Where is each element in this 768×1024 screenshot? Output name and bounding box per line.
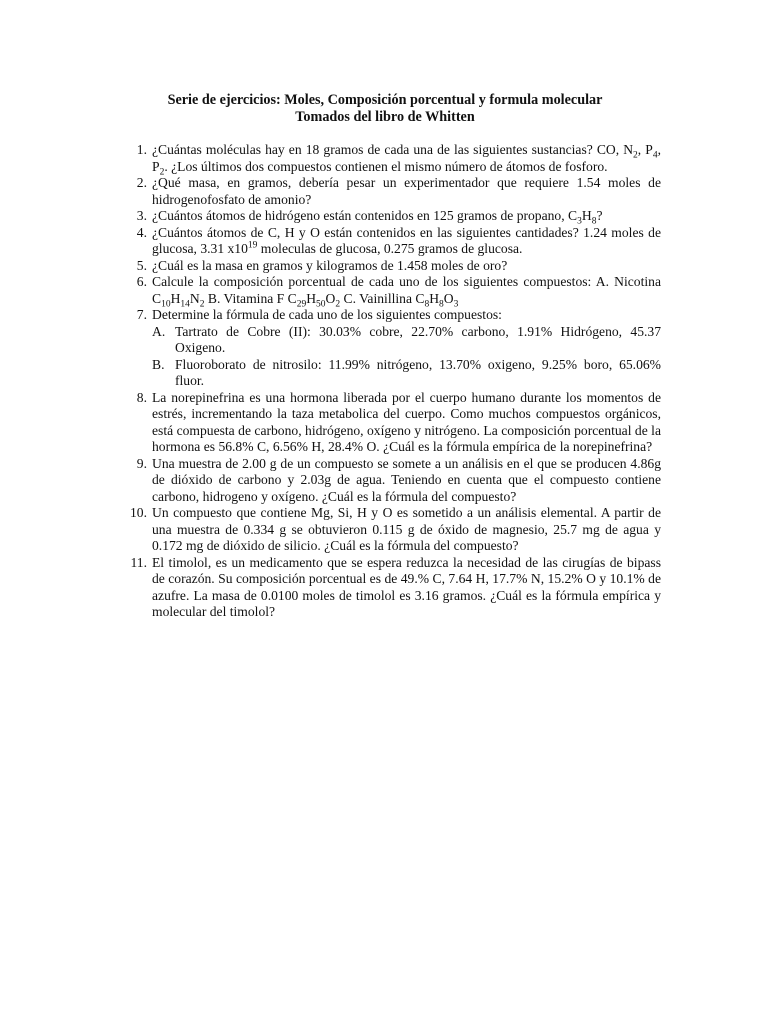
exercise-number: 2. — [136, 175, 147, 190]
title-line-1: Serie de ejercicios: Moles, Composición porcentual y formula molecular — [167, 92, 603, 108]
sub-exercise-letter: B. — [152, 356, 165, 372]
exercise-number: 3. — [136, 208, 147, 223]
exercise-number: 11. — [130, 554, 147, 570]
sub-exercise-text: Tartrato de Cobre (II): 30.03% cobre, 22.70% carbono, 1.91% Hidrógeno, 45.37 Oxigeno. — [175, 323, 661, 355]
exercise-number: 1. — [136, 142, 147, 157]
exercise-number: 8. — [136, 389, 147, 405]
exercise-number: 9. — [136, 455, 147, 471]
exercise-number: 4. — [136, 224, 147, 240]
sub-exercise-letter: A. — [152, 323, 166, 339]
exercise-item-4 — [121, 225, 661, 258]
exercise-text: Un compuesto que contiene Mg, Si, H y O es sometido a un análisis elemental. A partir de una muestra de 0.334 g se obtuvieron 0.115 g de óxido de magnesio, 25.7 mg de agua y 0.172 mg de dióxido de silicio. ¿Cuál es la fórmula del compuesto? — [152, 505, 661, 553]
exercise-item-2 — [121, 175, 661, 208]
exercise-text: ¿Qué masa, en gramos, debería pesar un experimentador que requiere 1.54 moles de hidrogenofosfato de amonio? — [152, 175, 661, 207]
document-title — [120, 92, 650, 126]
sub-exercise-list — [152, 324, 661, 390]
exercise-item-6 — [121, 274, 661, 310]
exercise-text: Calcule la composición porcentual de cada uno de los siguientes compuestos: A. Nicotina $C_{10}H_{14}N_2$ B. Vitamina F $C_{29}H_{50}O_2$ C. Vainillina $C_8H_8O_3$ — [152, 274, 661, 310]
exercise-item-5 — [121, 258, 661, 275]
title-line-2: Tomados del libro de Whitten — [295, 109, 475, 125]
exercise-text: ¿Cuántos átomos de hidrógeno están contenidos en 125 gramos de propano, $C_3H_8$? — [152, 208, 603, 227]
exercise-text: ¿Cuántas moléculas hay en 18 gramos de cada una de las siguientes sustancias? CO, $N_2$, $P_4$, $P_2$. ¿Los últimos dos compuestos contienen el mismo número de átomos de fosforo. — [152, 142, 661, 178]
exercise-text: Una muestra de 2.00 g de un compuesto se somete a un análisis en el que se producen 4.86g de dióxido de carbono y 2.03g de agua. Teniendo en cuenta que el compuesto contiene carbono, hidrogeno y oxígeno. ¿Cuál es la fórmula del compuesto? — [152, 455, 661, 504]
exercise-text: La norepinefrina es una hormona liberada por el cuerpo humano durante los momentos de estrés, incrementando la taza metabolica del cuerpo. Como muchos compuestos orgánicos, está compuesta de carbono, hidrógeno, oxígeno y nitrógeno. La composición porcentual de la hormona es 56.8% C, 6.56% H, 28.4% O. ¿Cuál es la fórmula empírica de la norepinefrina? — [152, 389, 661, 454]
exercise-text: Determine la fórmula de cada uno de los siguientes compuestos: — [152, 307, 502, 322]
exercise-item-1 — [121, 142, 661, 178]
sub-exercise-text: Fluoroborato de nitrosilo: 11.99% nitrógeno, 13.70% oxigeno, 9.25% boro, 65.06% fluor. — [175, 356, 661, 388]
exercise-number: 6. — [136, 274, 147, 289]
exercise-item-11 — [121, 555, 661, 621]
exercise-text: El timolol, es un medicamento que se espera reduzca la necesidad de las cirugías de bipass de corazón. Su composición porcentual es de 49.% C, 7.64 H, 17.7% N, 15.2% O y 10.1% de azufre. La masa de 0.0100 moles de timolol es 3.16 gramos. ¿Cuál es la fórmula empírica y molecular del timolol? — [152, 554, 661, 619]
exercise-text: ¿Cuál es la masa en gramos y kilogramos de 1.458 moles de oro? — [152, 257, 508, 273]
exercise-item-8 — [121, 390, 661, 456]
sub-exercise-item-a — [152, 324, 661, 357]
exercise-item-9 — [121, 456, 661, 506]
exercise-number: 5. — [136, 257, 147, 273]
exercise-list — [121, 142, 661, 621]
sub-exercise-item-b — [152, 357, 661, 390]
exercise-item-3 — [121, 208, 661, 225]
exercise-number: 7. — [136, 307, 147, 322]
exercise-number: 10. — [130, 505, 147, 520]
exercise-item-10 — [121, 505, 661, 555]
exercise-text: ¿Cuántos átomos de C, H y O están contenidos en las siguientes cantidades? 1.24 moles de glucosa, 3.31 $x10^{19}$ moleculas de glucosa, 0.275 gramos de glucosa. — [152, 224, 661, 256]
exercise-item-7 — [121, 307, 661, 390]
